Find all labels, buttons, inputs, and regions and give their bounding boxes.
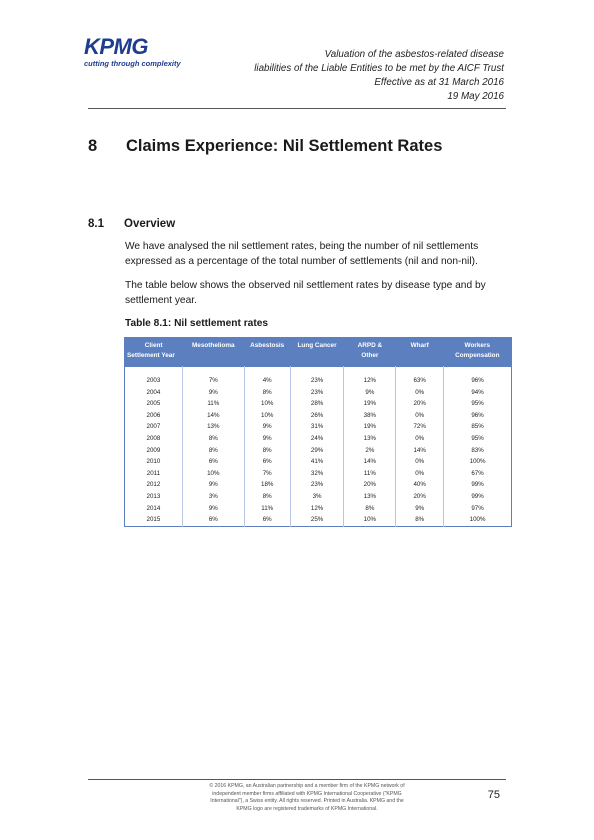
section-heading xyxy=(88,137,442,156)
table-cell: 10% xyxy=(244,398,290,410)
table-cell: 99% xyxy=(471,492,484,500)
copyright-line: independent member firms affiliated with KPMG International Cooperative ("KPMG xyxy=(212,790,402,797)
header-line: Valuation of the asbestos-related disease xyxy=(324,49,504,60)
table-cell: 9% xyxy=(244,433,290,445)
header-settlement-year: Client Settlement Year xyxy=(125,338,183,367)
copyright-line: KPMG logo are registered trademarks of KPMG International. xyxy=(236,805,378,812)
table-row xyxy=(125,479,512,491)
table-cell: 20% xyxy=(396,398,444,410)
table-cell: 6% xyxy=(244,514,290,526)
table-cell: 12% xyxy=(290,503,344,515)
copyright-notice xyxy=(196,783,418,813)
table-cell-year: 2008 xyxy=(125,433,183,445)
table-cell: 67% xyxy=(471,469,484,477)
table-cell: 20% xyxy=(344,479,396,491)
table-cell-year: 2010 xyxy=(125,456,183,468)
table-row xyxy=(125,445,512,457)
table-row xyxy=(125,421,512,433)
table-cell: 3% xyxy=(182,491,244,503)
table-row xyxy=(125,375,512,387)
table-cell: 13% xyxy=(344,433,396,445)
table-cell: 95% xyxy=(471,434,484,442)
header-mesothelioma: Mesothelioma xyxy=(182,338,244,367)
table-cell: 10% xyxy=(182,468,244,480)
footer-divider xyxy=(88,779,506,780)
table-cell: 9% xyxy=(182,503,244,515)
header-line: Effective as at 31 March 2016 xyxy=(374,77,504,88)
table-cell: 32% xyxy=(290,468,344,480)
table-row xyxy=(125,398,512,410)
table-cell: 31% xyxy=(290,421,344,433)
copyright-line: © 2016 KPMG, an Australian partnership and a member firm of the KPMG network of xyxy=(209,783,405,789)
table-cell-year: 2007 xyxy=(125,421,183,433)
table-cell: 20% xyxy=(396,491,444,503)
table-cell: 11% xyxy=(182,398,244,410)
table-cell: 8% xyxy=(244,387,290,399)
table-cell: 23% xyxy=(290,479,344,491)
table-cell: 26% xyxy=(290,410,344,422)
table-cell: 9% xyxy=(182,479,244,491)
table-cell: 8% xyxy=(244,445,290,457)
table-cell-year: 2011 xyxy=(125,468,183,480)
table-cell: 100% xyxy=(469,516,486,524)
table-caption: Table 8.1: Nil settlement rates xyxy=(125,318,269,329)
table-row xyxy=(125,514,512,526)
table-cell: 95% xyxy=(471,400,484,408)
table-cell: 11% xyxy=(244,503,290,515)
section-number: 8 xyxy=(88,137,98,155)
paragraph: The table below shows the observed nil settlement rates by disease type and by settlement year. xyxy=(125,280,486,306)
table-cell-year: 2012 xyxy=(125,479,183,491)
section-title: Claims Experience: Nil Settlement Rates xyxy=(126,137,443,155)
table-header-row xyxy=(125,338,512,367)
table-cell: 19% xyxy=(344,421,396,433)
table-cell: 4% xyxy=(244,375,290,387)
table-cell: 10% xyxy=(344,514,396,526)
table-cell-year: 2015 xyxy=(125,514,183,526)
table-cell: 41% xyxy=(290,456,344,468)
table-cell-year: 2005 xyxy=(125,398,183,410)
logo-tagline: cutting through complexity xyxy=(84,59,181,68)
table-cell-year: 2004 xyxy=(125,387,183,399)
subsection-heading xyxy=(88,218,175,230)
table-cell: 12% xyxy=(344,375,396,387)
table-cell-year: 2013 xyxy=(125,491,183,503)
table-cell: 7% xyxy=(244,468,290,480)
subsection-title: Overview xyxy=(124,218,176,230)
table-cell: 72% xyxy=(396,421,444,433)
table-row xyxy=(125,456,512,468)
table-cell: 96% xyxy=(471,377,484,384)
table-cell: 8% xyxy=(182,433,244,445)
header-workers-compensation: Workers Compensation xyxy=(444,338,512,367)
table-cell-year: 2009 xyxy=(125,445,183,457)
table-cell: 6% xyxy=(182,456,244,468)
table-cell: 23% xyxy=(290,387,344,399)
table-cell: 2% xyxy=(344,445,396,457)
table-cell-year: 2003 xyxy=(125,375,183,387)
table-cell: 29% xyxy=(290,445,344,457)
table-cell: 6% xyxy=(244,456,290,468)
paragraph: We have analysed the nil settlement rates, being the number of nil settlements expressed as a percentage of the total number of settlements (nil and non-nil). xyxy=(125,241,479,267)
table-cell: 0% xyxy=(396,387,444,399)
table-cell: 19% xyxy=(344,398,396,410)
table-cell: 6% xyxy=(182,514,244,526)
table-row xyxy=(125,387,512,399)
table-cell: 7% xyxy=(182,375,244,387)
table-cell: 99% xyxy=(471,481,484,489)
subsection-number: 8.1 xyxy=(88,218,104,230)
table-cell: 8% xyxy=(182,445,244,457)
table-cell: 9% xyxy=(344,387,396,399)
header-line: 19 May 2016 xyxy=(447,91,504,102)
table-cell: 13% xyxy=(182,421,244,433)
table-cell: 14% xyxy=(182,410,244,422)
table-cell: 24% xyxy=(290,433,344,445)
table-cell: 10% xyxy=(244,410,290,422)
logo-wordmark: KPMG xyxy=(84,34,148,59)
document-header xyxy=(254,48,504,104)
table-row xyxy=(125,503,512,515)
table-cell: 9% xyxy=(244,421,290,433)
table-cell: 13% xyxy=(344,491,396,503)
table-cell: 0% xyxy=(396,456,444,468)
table-cell: 9% xyxy=(396,503,444,515)
kpmg-logo xyxy=(84,36,194,68)
table-cell: 3% xyxy=(290,491,344,503)
table-cell: 38% xyxy=(344,410,396,422)
header-arpd-other: ARPD & Other xyxy=(344,338,396,367)
table-cell: 25% xyxy=(290,514,344,526)
table-cell: 63% xyxy=(396,375,444,387)
table-row xyxy=(125,491,512,503)
table-cell: 83% xyxy=(471,446,484,454)
table-cell: 85% xyxy=(471,423,484,431)
table-cell: 9% xyxy=(182,387,244,399)
table-cell: 28% xyxy=(290,398,344,410)
table-cell: 14% xyxy=(396,445,444,457)
table-cell: 14% xyxy=(344,456,396,468)
table-row xyxy=(125,468,512,480)
table-cell: 8% xyxy=(344,503,396,515)
table-row xyxy=(125,433,512,445)
table-row xyxy=(125,410,512,422)
table-cell: 97% xyxy=(471,504,484,512)
header-wharf: Wharf xyxy=(396,338,444,367)
table-cell: 0% xyxy=(396,410,444,422)
table-cell: 8% xyxy=(244,491,290,503)
nil-settlement-table xyxy=(124,337,512,527)
header-lung-cancer: Lung Cancer xyxy=(290,338,344,367)
table-cell: 40% xyxy=(396,479,444,491)
table-cell: 11% xyxy=(344,468,396,480)
table-cell: 23% xyxy=(290,375,344,387)
table-cell-year: 2006 xyxy=(125,410,183,422)
table-cell: 94% xyxy=(471,388,484,396)
table-cell: 96% xyxy=(471,411,484,419)
table-cell: 0% xyxy=(396,468,444,480)
header-asbestosis: Asbestosis xyxy=(244,338,290,367)
table-cell: 0% xyxy=(396,433,444,445)
table-cell: 8% xyxy=(396,514,444,526)
header-line: liabilities of the Liable Entities to be met by the AICF Trust xyxy=(254,63,504,74)
table-cell-year: 2014 xyxy=(125,503,183,515)
table-spacer-row xyxy=(125,367,512,376)
header-divider xyxy=(88,108,506,109)
table-cell: 100% xyxy=(469,458,486,466)
table-cell: 18% xyxy=(244,479,290,491)
page-number: 75 xyxy=(487,789,500,801)
copyright-line: International"), a Swiss entity. All rights reserved. Printed in Australia. KPMG and the xyxy=(210,798,404,805)
